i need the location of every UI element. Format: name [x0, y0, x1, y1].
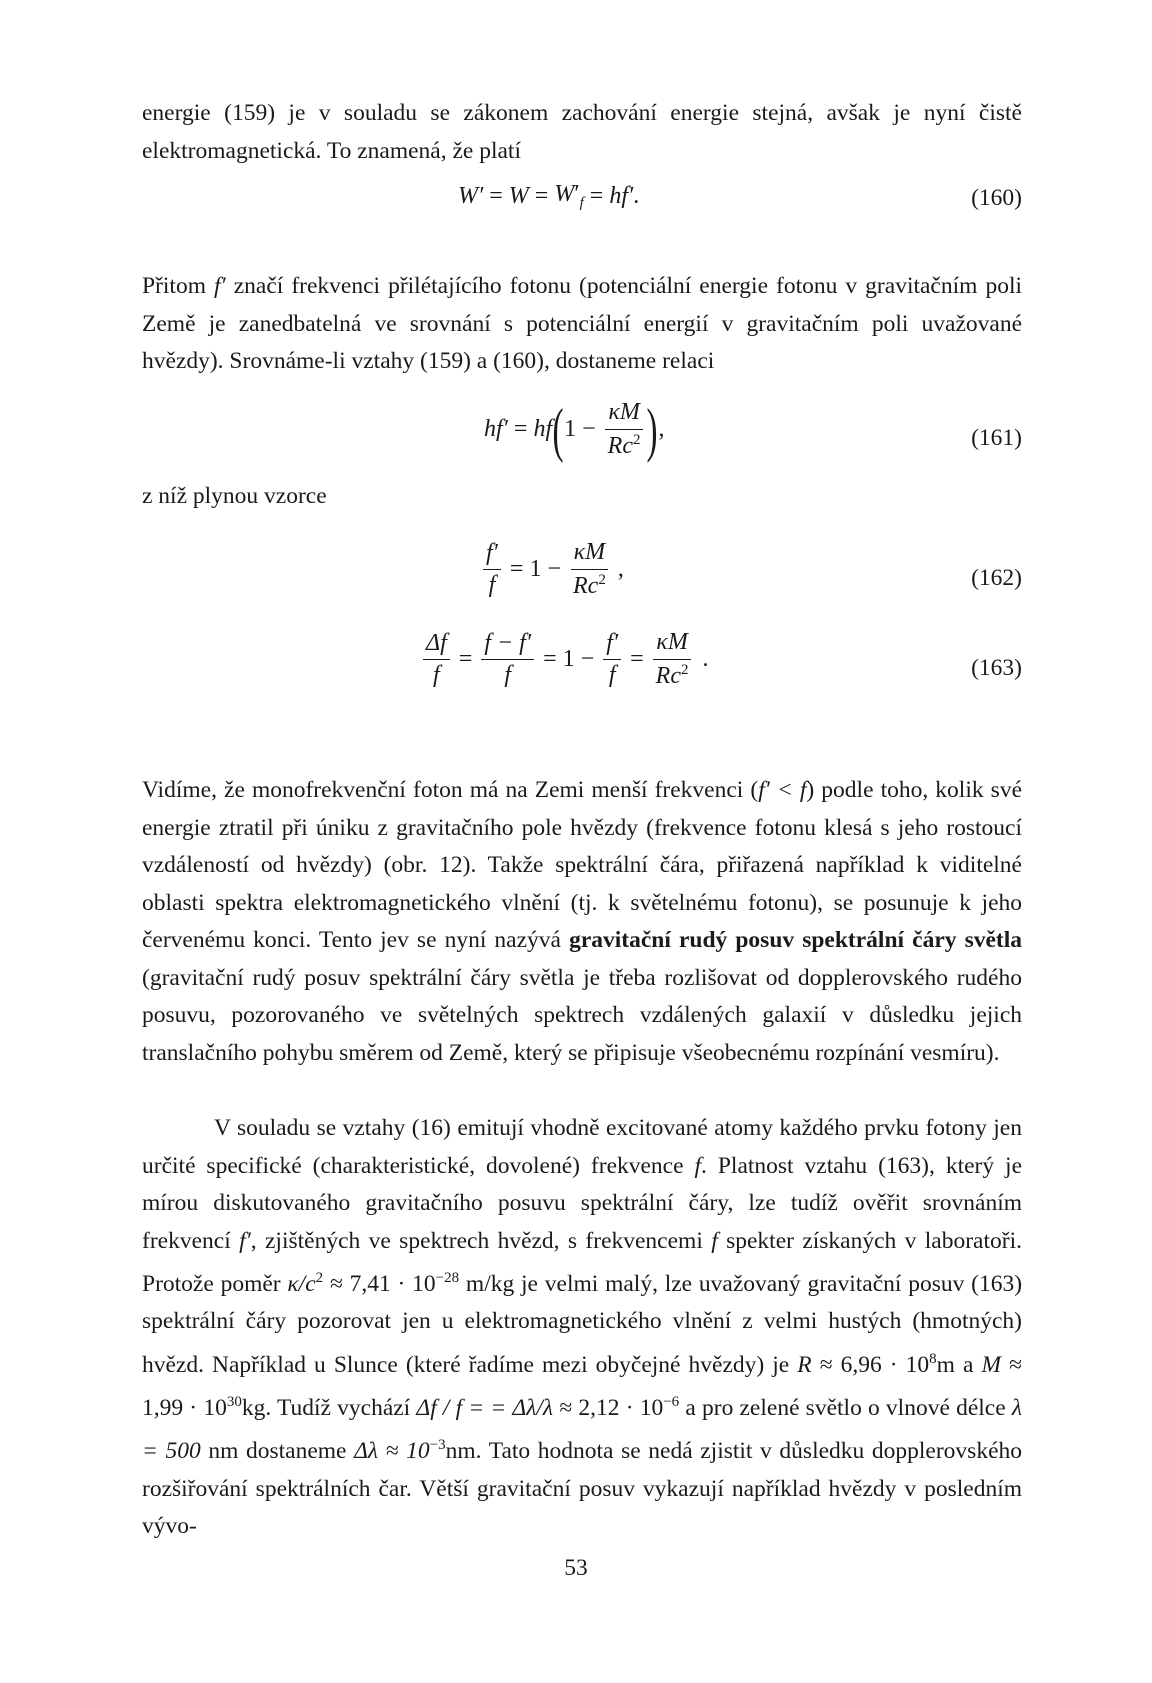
- paragraph-z-niz: z níž plynou vzorce: [142, 483, 327, 509]
- equation-160-number: (160): [971, 185, 1022, 211]
- equation-162: [142, 535, 1022, 625]
- equation-161-number: (161): [971, 425, 1022, 451]
- paragraph-v-souladu: V souladu se vztahy (16) emitují vhodně excitované atomy každého prvku fotony jen určité specifické (charakteristické, dovolené) frekvence f. Platnost vztahu (163), který je mírou diskutovaného gravitačního posuvu spektrální čáry, lze tudíž ověřit srovnáním frekvencí f′, zjištěných ve spektrech hvězd, s frekvencemi f spekter získaných v laboratoři. Protože poměr $\kappa/c^2 \approx 7,41 \cdot 10^{-28}$ m/kg je velmi malý, lze uvažovaný gravitační posuv (163) spektrální čáry pozorovat jen u elektromagnetického vlnění z velmi hustých (hmotných) hvězd. Například u Slunce (které řadíme mezi obyčejné hvězdy) je $R \approx 6,96 \cdot 10^8m$ a $M \approx 1,99 \cdot 10^{30}kg$. Tudíž vychází Δf / f = = $\Delta\lambda/\lambda \approx 2,12 \cdot 10^{-6}$ a pro zelené světlo o vlnové délce λ = 500 nm dostaneme $\Delta\lambda \approx 10^{-3}nm$. Tato hodnota se nedá zjistit v důsledku dopplerovského rozšiřování spektrálních čar. Větší gravitační posuv vykazují například hvězdy v posledním vývo-: [142, 1115, 1023, 1540]
- equation-160: [142, 175, 1022, 225]
- equation-161: [142, 395, 1022, 485]
- equation-163-body: $\frac{\Delta f}{f}$ = $\frac{f - f'}{f}$ = 1 − $\frac{f'}{f}$ = $\frac{\kappa M}{Rc^2}$ .: [420, 629, 708, 690]
- paragraph-pritom: Přitom f′ značí frekvenci přilétajícího fotonu (potenciální energie fotonu v gravitačním poli Země je zanedbatelná ve srovnání s potenciální energií v gravitačním poli uvažované hvězdy). Srovnáme-li vztahy (159) a (160), dostaneme relaci: [142, 273, 1023, 374]
- equation-161-body: hf′ = hf ( 1 − $\frac{\kappa M}{Rc^2}$ ) ,: [484, 396, 665, 463]
- paragraph-intro: [142, 95, 1022, 170]
- equation-160-body: W′ = W = $W'_f$ = hf′ .: [458, 181, 640, 211]
- fraction-kappa-m-over-rc2: $\frac{\kappa M}{Rc^2}$: [605, 399, 644, 460]
- equation-162-body: $\frac{f'}{f}$ = 1 − $\frac{\kappa M}{Rc^2}$ ,: [480, 539, 624, 600]
- page-number: 53: [564, 1555, 588, 1581]
- equation-163-number: (163): [971, 655, 1022, 681]
- equation-163: [142, 625, 1022, 715]
- bold-term: gravitační rudý posuv spektrální čáry světla: [569, 927, 1023, 953]
- equation-162-number: (162): [971, 565, 1022, 591]
- paragraph-vidime: Vidíme, že monofrekvenční foton má na Zemi menší frekvenci (f′ < f) podle toho, kolik své energie ztratil při úniku z gravitačního pole hvězdy (frekvence fotonu klesá s jeho rostoucí vzdáleností od hvězdy) (obr. 12). Takže spektrální čára, přiřazená například k viditelné oblasti spektra elektromagnetického vlnění (tj. k světelnému fotonu), se posunuje k jeho červenému konci. Tento jev se nyní nazývá gravitační rudý posuv spektrální čáry světla (gravitační rudý posuv spektrální čáry světla je třeba rozlišovat od dopplerovského rudého posuvu, pozorovaného ve světelných spektrech vzdálených galaxií v důsledku jejich translačního pohybu směrem od Země, který se připisuje všeobecnému rozpínání vesmíru).: [142, 777, 1023, 1066]
- paragraph-intro-text: energie (159) je v souladu se zákonem zachování energie stejná, avšak je nyní čistě elektromagnetická. To znamená, že platí: [142, 100, 1022, 164]
